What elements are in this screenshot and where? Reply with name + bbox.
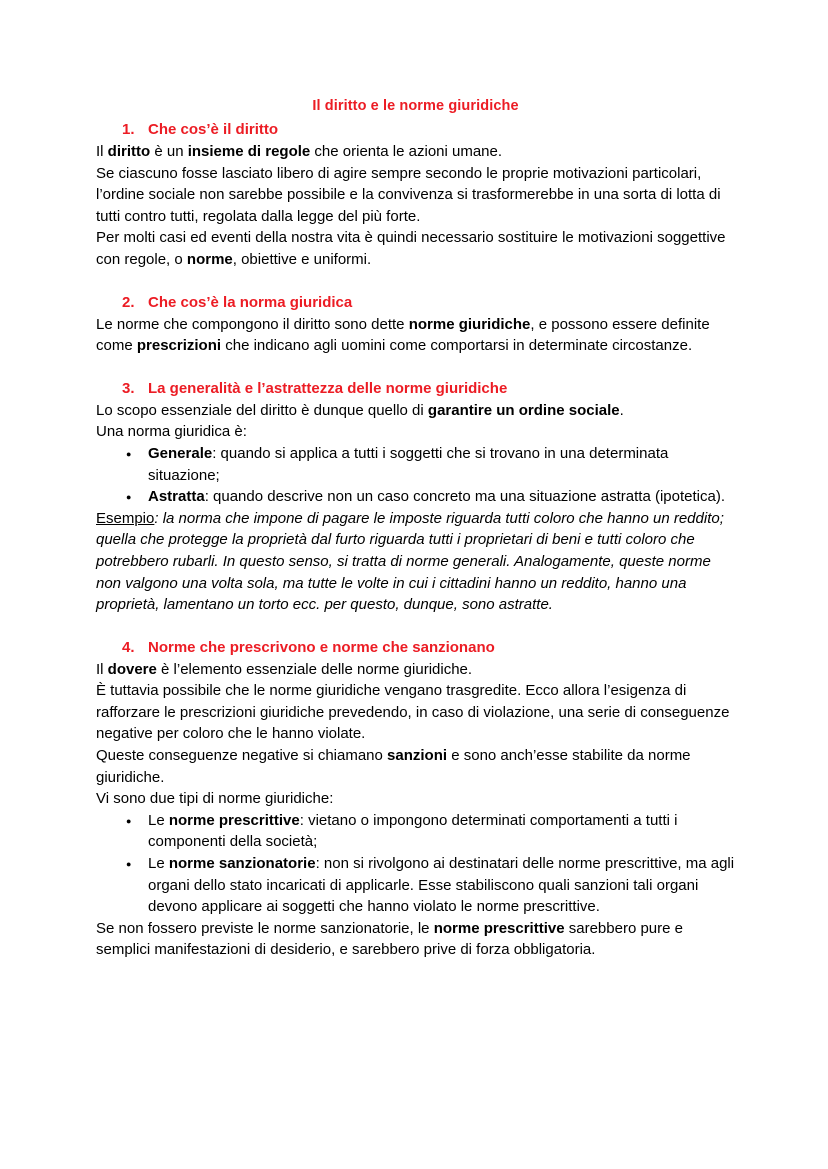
section-1 <box>96 119 735 271</box>
section-3-paragraph-1: Lo scopo essenziale del diritto è dunque quello di garantire un ordine sociale. <box>96 401 624 419</box>
section-1-paragraph-3: Per molti casi ed eventi della nostra vita è quindi necessario sostituire le motivazioni soggettive con regole, o norme, obiettive e uniformi. <box>96 229 726 268</box>
spacer <box>96 271 735 292</box>
section-1-number: 1. <box>122 121 135 138</box>
section-3-title: La generalità e l’astrattezza delle norme giuridiche <box>148 379 508 397</box>
section-4-paragraph-4: Vi sono due tipi di norme giuridiche: <box>96 790 334 808</box>
section-3-bullet-list <box>96 443 735 508</box>
section-4-bullet-list <box>96 810 735 918</box>
list-item: ● Astratta: quando descrive non un caso concreto ma una situazione astratta (ipotetica). <box>96 486 735 508</box>
section-2-title: Che cos’è la norma giuridica <box>148 293 353 311</box>
section-1-paragraph-1: Il diritto è un insieme di regole che orienta le azioni umane. <box>96 143 503 160</box>
section-1-title: Che cos’è il diritto <box>148 121 279 138</box>
section-3-paragraph-2: Una norma giuridica è: <box>96 423 247 441</box>
page-title: Il diritto e le norme giuridiche <box>312 98 519 114</box>
section-2-number: 2. <box>122 293 135 311</box>
section-4-paragraph-3: Queste conseguenze negative si chiamano sanzioni e sono anch’esse stabilite da norme giuridiche. <box>96 747 691 786</box>
spacer <box>96 357 735 378</box>
section-4-paragraph-2: È tuttavia possibile che le norme giuridiche vengano trasgredite. Ecco allora l’esigenza di rafforzare le prescrizioni giuridiche prevedendo, in caso di violazione, una serie di conseguenze negative per coloro che le hanno violate. <box>96 682 730 743</box>
section-1-heading <box>96 119 735 141</box>
list-item: ● Le norme prescrittive: vietano o impongono determinati comportamenti a tutti i componenti della società; <box>96 810 735 853</box>
section-4-title: Norme che prescrivono e norme che sanzionano <box>148 638 495 656</box>
section-4-heading <box>96 637 735 659</box>
section-1-paragraph-2: Se ciascuno fosse lasciato libero di agire sempre secondo le proprie motivazioni particolari, l’ordine sociale non sarebbe possibile e la convivenza si trasformerebbe in una sorta di lotta di tutti contro tutti, regolata dalla legge del più forte. <box>96 164 721 225</box>
example-text: : la norma che impone di pagare le imposte riguarda tutti coloro che hanno un reddito; quella che protegge la proprietà dal furto riguarda tutti i proprietari di beni e tutti coloro che potrebbero rubarli. In questo senso, si tratta di norme generali. Analogamente, queste norme non valgono una volta sola, ma tutte le volte in cui i cittadini hanno un reddito, hanno una proprietà, lamentano un torto ecc. per questo, dunque, sono astratte. <box>96 509 724 614</box>
section-4-number: 4. <box>122 638 135 656</box>
section-2-paragraph-1: Le norme che compongono il diritto sono dette norme giuridiche, e possono essere definite come prescrizioni che indicano agli uomini come comportarsi in determinate circostanze. <box>96 315 710 355</box>
section-3-example <box>96 508 735 616</box>
section-4-paragraph-1: Il dovere è l’elemento essenziale delle norme giuridiche. <box>96 660 473 678</box>
list-item: ● Le norme sanzionatorie: non si rivolgono ai destinatari delle norme prescrittive, ma agli organi dello stato incaricati di applicarle. Esse stabiliscono quali sanzioni tali organi devono applicare ai soggetti che hanno violato le norme prescrittive. <box>96 853 735 918</box>
spacer <box>96 616 735 637</box>
section-3 <box>96 378 735 616</box>
section-2-heading <box>96 292 735 314</box>
list-item: ● Generale: quando si applica a tutti i soggetti che si trovano in una determinata situazione; <box>96 443 735 486</box>
section-4-closing-paragraph: Se non fossero previste le norme sanzionatorie, le norme prescrittive sarebbero pure e semplici manifestazioni di desiderio, e sarebbero prive di forza obbligatoria. <box>96 919 683 959</box>
section-3-heading <box>96 378 735 400</box>
example-label: Esempio <box>96 509 155 527</box>
section-4 <box>96 637 735 961</box>
section-2 <box>96 292 735 357</box>
section-3-number: 3. <box>122 379 135 397</box>
